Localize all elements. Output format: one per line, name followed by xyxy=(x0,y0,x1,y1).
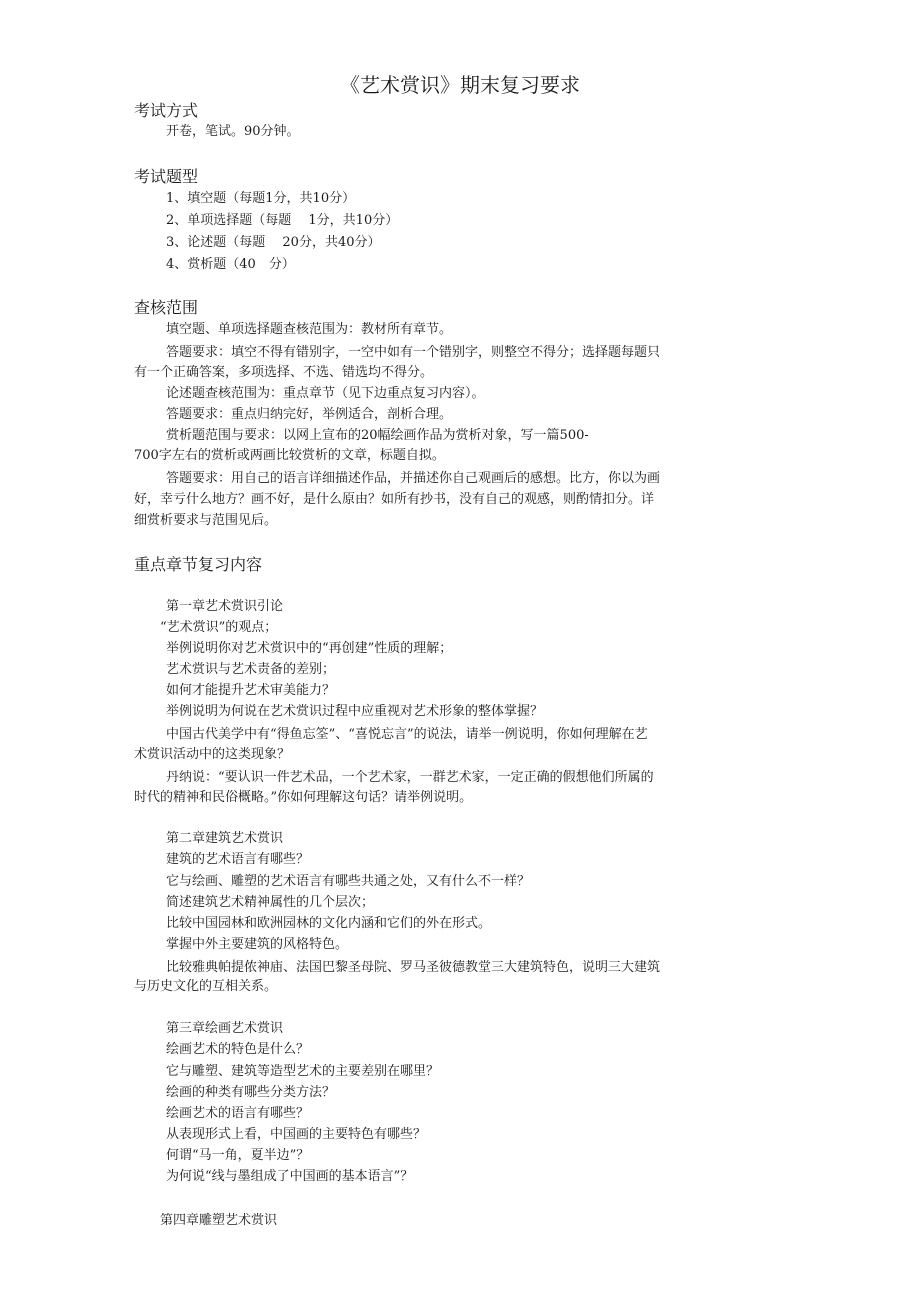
chapter3-line: 绘画艺术的语言有哪些？ xyxy=(166,1106,310,1121)
chapter2-line: 比较雅典帕提侬神庙、法国巴黎圣母院、罗马圣彼德教堂三大建筑特色，说明三大建筑 xyxy=(166,960,661,975)
exam-type-item: 1、填空题（每题1分，共10分） xyxy=(166,191,356,206)
exam-method-heading: 考试方式 xyxy=(134,101,199,120)
chapter2-line: 比较中国园林和欧洲园林的文化内涵和它们的外在形式。 xyxy=(166,916,492,931)
chapter1-line: 中国古代美学中有“得鱼忘筌”、“喜悦忘言”的说法，请举一例说明，你如何理解在艺 xyxy=(166,727,648,742)
review-heading: 重点章节复习内容 xyxy=(134,555,263,574)
chapter2-title: 第二章建筑艺术赏识 xyxy=(166,831,284,846)
exam-types-heading: 考试题型 xyxy=(134,167,199,186)
scope-line: 答题要求：重点归纳完好，举例适合，剖析合理。 xyxy=(166,407,453,422)
chapter4-title: 第四章雕塑艺术赏识 xyxy=(160,1213,278,1228)
scope-heading: 查核范围 xyxy=(134,298,199,317)
chapter3-line: 绘画艺术的特色是什么？ xyxy=(166,1042,310,1057)
chapter2-line: 掌握中外主要建筑的风格特色。 xyxy=(166,937,349,952)
chapter1-line: 如何才能提升艺术审美能力？ xyxy=(166,683,336,698)
chapter3-title: 第三章绘画艺术赏识 xyxy=(166,1021,284,1036)
scope-line: 有一个正确答案，多项选择、不选、错选均不得分。 xyxy=(134,365,434,380)
chapter1-line: “艺术赏识”的观点； xyxy=(160,620,278,635)
scope-line: 细赏析要求与范围见后。 xyxy=(134,513,278,528)
chapter2-line: 与历史文化的互相关系。 xyxy=(134,979,278,994)
chapter2-line: 它与绘画、雕塑的艺术语言有哪些共通之处，又有什么不一样？ xyxy=(166,874,531,889)
chapter1-line: 丹纳说：“要认识一件艺术品，一个艺术家，一群艺术家，一定正确的假想他们所属的 xyxy=(166,770,654,785)
chapter1-title: 第一章艺术赏识引论 xyxy=(166,599,284,614)
chapter2-line: 简述建筑艺术精神属性的几个层次； xyxy=(166,895,375,910)
chapter1-line: 术赏识活动中的这类现象？ xyxy=(134,747,291,762)
chapter3-line: 从表现形式上看，中国画的主要特色有哪些？ xyxy=(166,1127,427,1142)
chapter3-line: 绘画的种类有哪些分类方法？ xyxy=(166,1085,336,1100)
exam-type-item: 2、单项选择题（每题 1分，共10分） xyxy=(166,213,399,228)
chapter1-line: 举例说明你对艺术赏识中的“再创建”性质的理解； xyxy=(166,641,453,656)
scope-line: 700字左右的赏析或两画比较赏析的文章，标题自拟。 xyxy=(134,448,445,463)
scope-line: 答题要求：填空不得有错别字，一空中如有一个错别字，则整空不得分；选择题每题只 xyxy=(166,345,661,360)
chapter3-line: 为何说“线与墨组成了中国画的基本语言”？ xyxy=(166,1169,414,1184)
page-title: 《艺术赏识》期末复习要求 xyxy=(340,73,580,97)
chapter1-line: 艺术赏识与艺术责备的差别； xyxy=(166,662,336,677)
scope-line: 论述题查核范围为：重点章节（见下边重点复习内容）。 xyxy=(166,386,485,401)
scope-line: 填空题、单项选择题查核范围为：教材所有章节。 xyxy=(166,322,453,337)
scope-line: 答题要求：用自己的语言详细描述作品，并描述你自己观画后的感想。比方，你以为画 xyxy=(166,471,661,486)
chapter2-line: 建筑的艺术语言有哪些？ xyxy=(166,852,310,867)
scope-line: 好，幸亏什么地方？画不好，是什么原由？如所有抄书，没有自己的观感，则酌情扣分。详 xyxy=(134,492,655,507)
chapter3-line: 它与雕塑、建筑等造型艺术的主要差别在哪里？ xyxy=(166,1064,440,1079)
chapter1-line: 时代的精神和民俗概略。”你如何理解这句话？请举例说明。 xyxy=(134,790,473,805)
exam-type-item: 3、论述题（每题 20分，共40分） xyxy=(166,235,381,250)
chapter3-line: 何谓“马一角，夏半边”？ xyxy=(166,1148,310,1163)
exam-method-text: 开卷，笔试。90分钟。 xyxy=(166,124,300,139)
chapter1-line: 举例说明为何说在艺术赏识过程中应重视对艺术形象的整体掌握？ xyxy=(166,704,544,719)
scope-line: 赏析题范围与要求：以网上宣布的20幅绘画作品为赏析对象，写一篇500- xyxy=(166,428,589,443)
exam-type-item: 4、赏析题（40 分） xyxy=(166,257,295,272)
